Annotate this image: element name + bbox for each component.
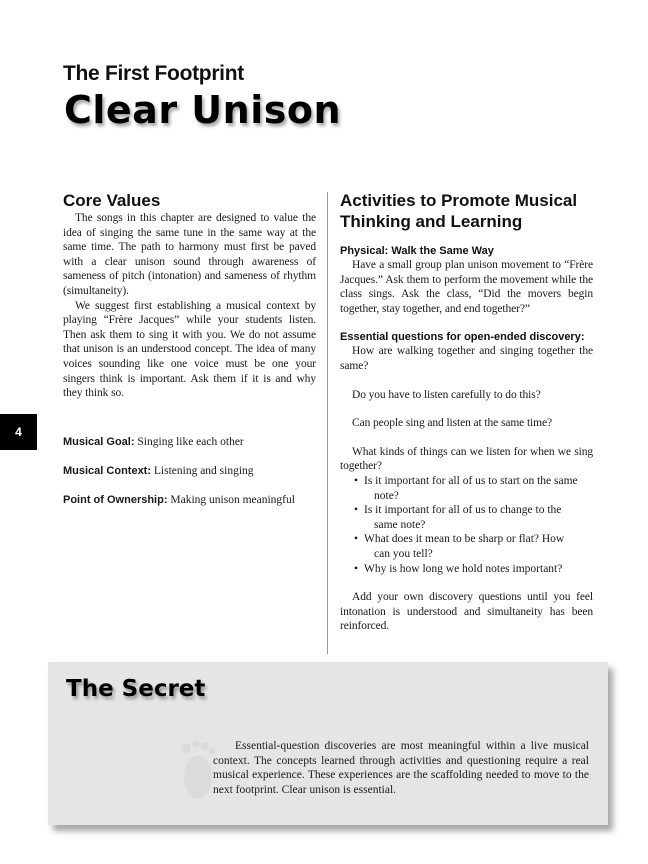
bullet-dot: • [354, 474, 359, 487]
secret-text: Essential-question discoveries are most meaningful within a live musical context. The concepts learned through activities and questioning require a real musical experience. These experiences are the scaffolding needed to move to the next footprint. Clear unison is essential. [213, 740, 589, 796]
left-column [63, 190, 316, 401]
bullet-text: Is it important for all of us to change to the [364, 504, 562, 517]
chapter-title: Clear Unison [64, 88, 342, 132]
essential-questions-heading: Essential questions for open-ended discovery: [340, 331, 585, 344]
bullet-continuation: same note? [374, 518, 426, 531]
bullet-text: What does it mean to be sharp or flat? How [364, 533, 565, 546]
physical-heading: Physical: Walk the Same Way [340, 245, 494, 257]
bullet-dot: • [354, 533, 359, 546]
musical-goal-label: Musical Goal: [63, 436, 135, 448]
musical-context-value: Listening and singing [153, 465, 254, 477]
question-bullets [340, 474, 593, 576]
core-values-paragraph-1: The songs in this chapter are designed to value the idea of singing the same tune in the same way at the same time. The path to harmony must first be paved with a clear unison sound through awareness of sameness of pitch (intonation) and sameness of rhythm (simultaneity). [63, 212, 316, 297]
bullet-continuation: note? [374, 489, 399, 502]
question-3: Can people sing and listen at the same time? [352, 417, 552, 430]
question-2: Do you have to listen carefully to do this? [352, 388, 541, 401]
column-divider [327, 192, 328, 654]
musical-context-label: Musical Context: [63, 465, 152, 477]
question-4: What kinds of things can we listen for when we sing together? [340, 445, 593, 473]
right-column [340, 190, 593, 634]
core-values-heading: Core Values [63, 191, 161, 210]
point-of-ownership [63, 493, 295, 507]
secret-title: The Secret [66, 676, 206, 702]
bullet-item [354, 474, 593, 503]
musical-goal-value: Singing like each other [137, 436, 244, 448]
bullet-dot: • [354, 504, 359, 517]
musical-goal [63, 435, 244, 449]
bullet-item [354, 532, 593, 561]
chapter-kicker: The First Footprint [63, 62, 244, 85]
physical-text: Have a small group plan unison movement to “Frère Jacques.” Ask them to perform the movement while the class sings. Ask the class, “Did the movers begin together, stay together, and end together?” [340, 259, 593, 315]
bullet-item [354, 562, 593, 577]
activities-heading: Activities to Promote Musical Thinking and Learning [340, 191, 578, 231]
core-values-paragraph-2: We suggest first establishing a musical context by playing “Frère Jacques” while your students listen. Then ask them to sing it with you. We do not assume that unison is an understood concept. The idea of many voices sounding like one voice must be one your singers think is important. Ask them if it is and why they think so. [63, 299, 316, 400]
bullet-item [354, 503, 593, 532]
question-1: How are walking together and singing together the same? [340, 345, 593, 372]
page-number-tab: 4 [0, 414, 37, 450]
bullet-text: Why is how long we hold notes important? [364, 562, 563, 575]
bullet-text: Is it important for all of us to start on the same [364, 474, 578, 487]
musical-context [63, 464, 254, 478]
secret-box [48, 662, 608, 825]
point-of-ownership-value: Making unison meaningful [170, 494, 295, 506]
bullet-continuation: can you tell? [374, 547, 433, 560]
bullet-dot: • [354, 562, 359, 575]
closing-text: Add your own discovery questions until you feel intonation is understood and simultaneity has been reinforced. [340, 591, 593, 633]
point-of-ownership-label: Point of Ownership: [63, 494, 168, 506]
